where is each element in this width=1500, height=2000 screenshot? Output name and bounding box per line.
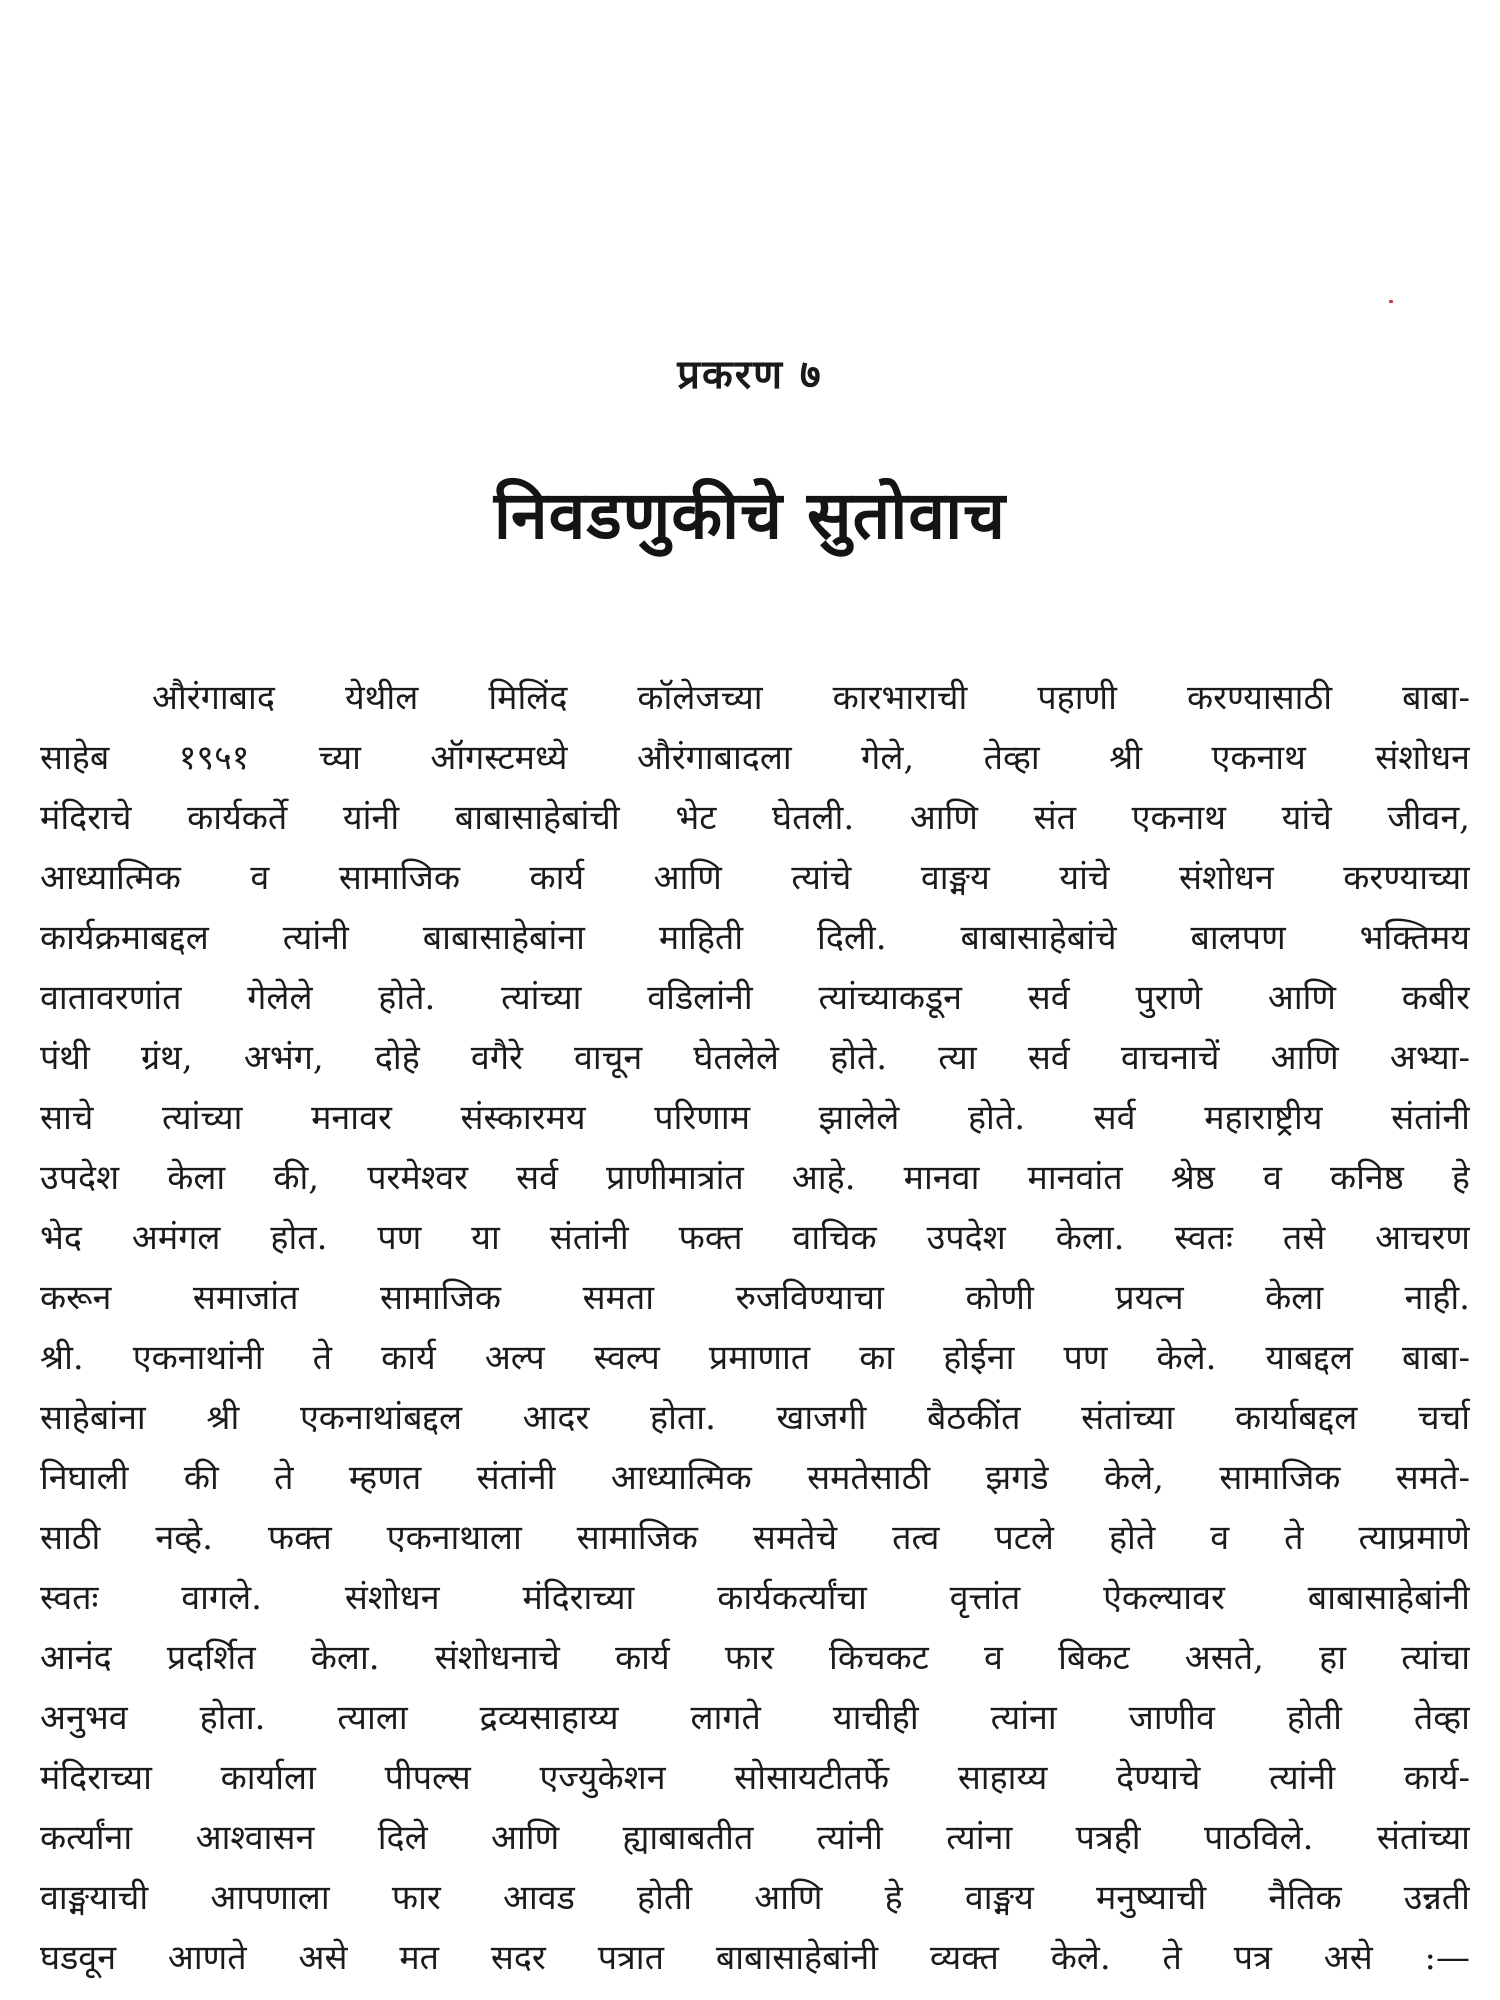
text-line: साचे त्यांच्या मनावर संस्कारमय परिणाम झालेले होते. सर्व महाराष्ट्रीय संतांनी bbox=[40, 1098, 1470, 1138]
body-paragraph bbox=[40, 668, 1470, 1988]
text-line: आनंद प्रदर्शित केला. संशोधनाचे कार्य फार किचकट व बिकट असते, हा त्यांचा bbox=[40, 1638, 1470, 1678]
text-line: औरंगाबाद येथील मिलिंद कॉलेजच्या कारभाराची पहाणी करण्यासाठी बाबा- bbox=[152, 678, 1470, 718]
text-line: आध्यात्मिक व सामाजिक कार्य आणि त्यांचे वाङ्मय यांचे संशोधन करण्याच्या bbox=[40, 858, 1470, 898]
text-line: कर्त्यांना आश्वासन दिले आणि ह्याबाबतीत त्यांनी त्यांना पत्रही पाठविले. संतांच्या bbox=[40, 1818, 1470, 1858]
text-line: मंदिराच्या कार्याला पीपल्स एज्युकेशन सोसायटीतर्फे साहाय्य देण्याचे त्यांनी कार्य- bbox=[40, 1758, 1470, 1798]
ink-speck bbox=[1389, 300, 1393, 303]
chapter-number: प्रकरण ७ bbox=[677, 352, 823, 398]
text-line: साहेबांना श्री एकनाथांबद्दल आदर होता. खाजगी बैठकींत संतांच्या कार्याबद्दल चर्चा bbox=[40, 1398, 1470, 1438]
text-line: करून समाजांत सामाजिक समता रुजविण्याचा कोणी प्रयत्न केला नाही. bbox=[40, 1278, 1470, 1318]
text-line: घडवून आणते असे मत सदर पत्रात बाबासाहेबांनी व्यक्त केले. ते पत्र असे :— bbox=[40, 1938, 1470, 1978]
text-line: पंथी ग्रंथ, अभंग, दोहे वगैरे वाचून घेतलेले होते. त्या सर्व वाचनाचें आणि अभ्या- bbox=[40, 1038, 1470, 1078]
text-line: वातावरणांत गेलेले होते. त्यांच्या वडिलांनी त्यांच्याकडून सर्व पुराणे आणि कबीर bbox=[40, 978, 1470, 1018]
text-line: वाङ्मयाची आपणाला फार आवड होती आणि हे वाङ्मय मनुष्याची नैतिक उन्नती bbox=[40, 1878, 1470, 1918]
text-line: स्वतः वागले. संशोधन मंदिराच्या कार्यकर्त्यांचा वृत्तांत ऐकल्यावर बाबासाहेबांनी bbox=[40, 1578, 1470, 1618]
text-line: भेद अमंगल होत. पण या संतांनी फक्त वाचिक उपदेश केला. स्वतः तसे आचरण bbox=[40, 1218, 1470, 1258]
text-line: साठी नव्हे. फक्त एकनाथाला सामाजिक समतेचे तत्व पटले होते व ते त्याप्रमाणे bbox=[40, 1518, 1470, 1558]
text-line: कार्यक्रमाबद्दल त्यांनी बाबासाहेबांना माहिती दिली. बाबासाहेबांचे बालपण भक्तिमय bbox=[40, 918, 1470, 958]
text-line: श्री. एकनाथांनी ते कार्य अल्प स्वल्प प्रमाणात का होईना पण केले. याबद्दल बाबा- bbox=[40, 1338, 1470, 1378]
text-line: निघाली की ते म्हणत संतांनी आध्यात्मिक समतेसाठी झगडे केले, सामाजिक समते- bbox=[40, 1458, 1470, 1498]
text-line: साहेब १९५१ च्या ऑगस्टमध्ये औरंगाबादला गेले, तेव्हा श्री एकनाथ संशोधन bbox=[40, 738, 1470, 778]
text-line: मंदिराचे कार्यकर्ते यांनी बाबासाहेबांची भेट घेतली. आणि संत एकनाथ यांचे जीवन, bbox=[40, 798, 1470, 838]
chapter-title: निवडणुकीचे सुतोवाच bbox=[493, 477, 1007, 554]
text-line: उपदेश केला की, परमेश्वर सर्व प्राणीमात्रांत आहे. मानवा मानवांत श्रेष्ठ व कनिष्ठ हे bbox=[40, 1158, 1470, 1198]
text-line: अनुभव होता. त्याला द्रव्यसाहाय्य लागते याचीही त्यांना जाणीव होती तेव्हा bbox=[40, 1698, 1470, 1738]
